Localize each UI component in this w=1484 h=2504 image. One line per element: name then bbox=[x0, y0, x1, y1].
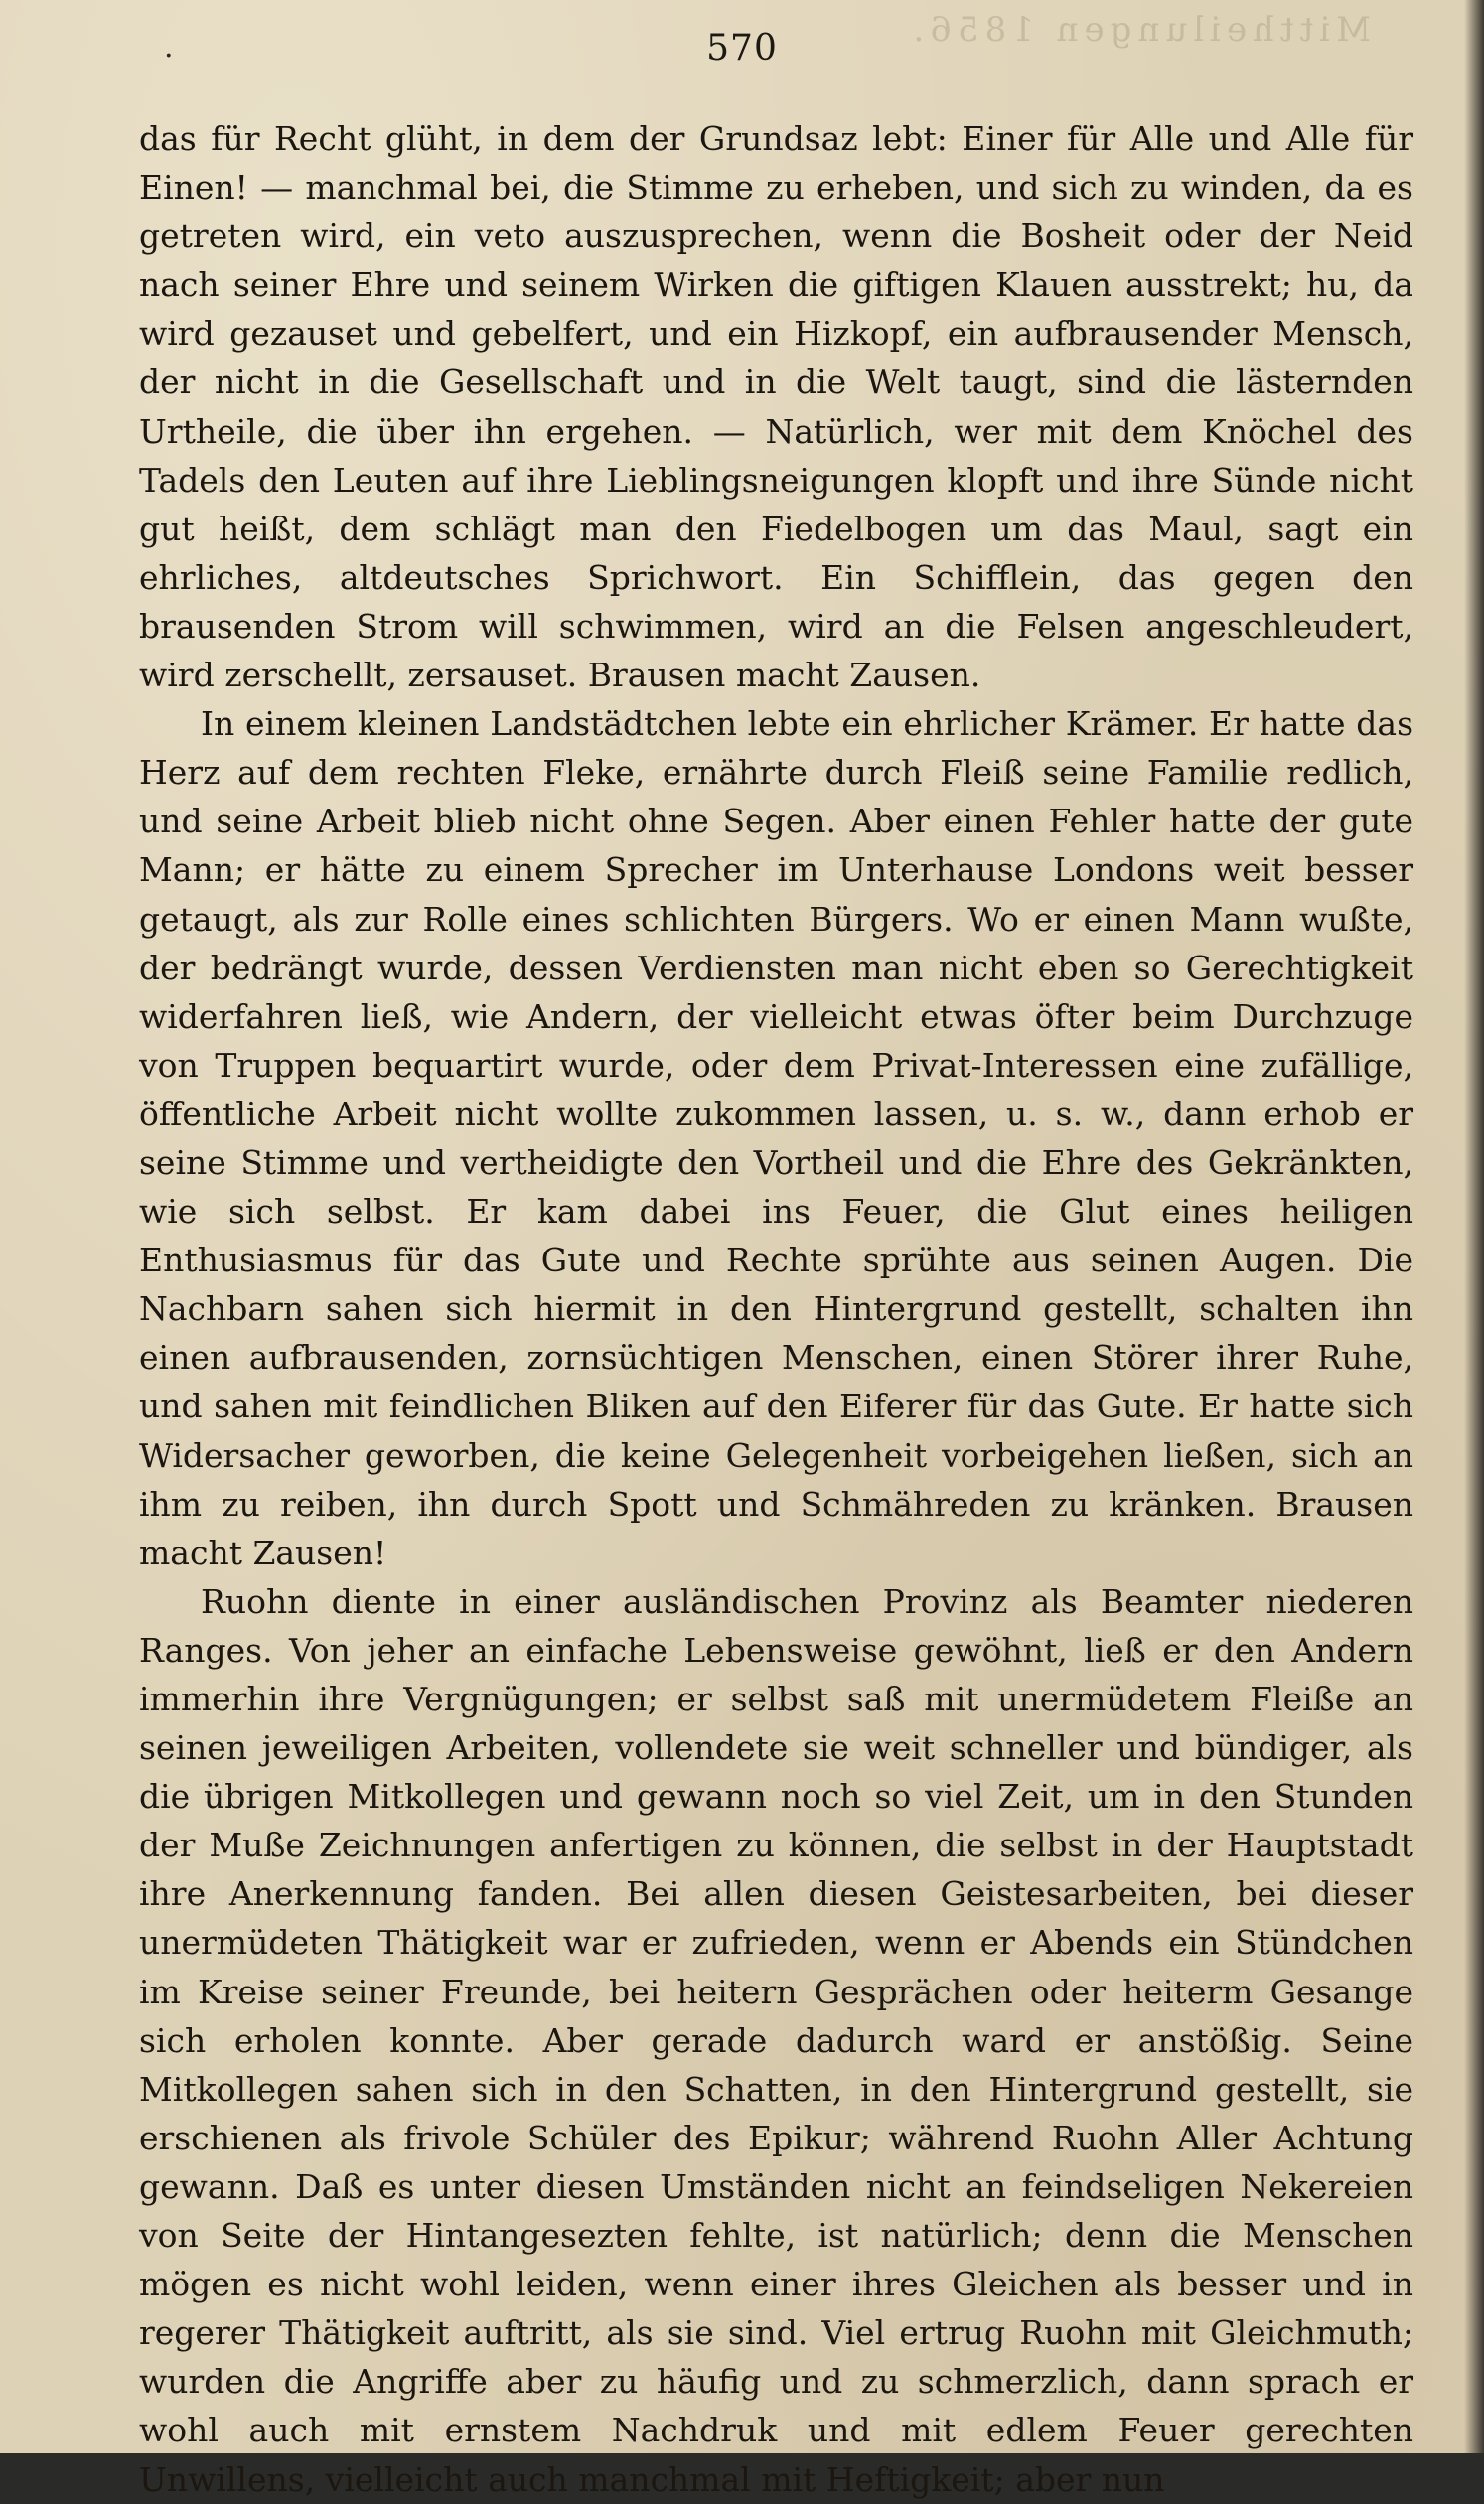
header-mark: . bbox=[164, 30, 174, 65]
bleed-through-header: Mittheilungen 1856. bbox=[907, 10, 1371, 50]
body-text bbox=[139, 114, 1413, 2504]
page-number: 570 bbox=[706, 28, 778, 69]
paragraph-continuation: das für Recht glüht, in dem der Grundsaz lebt: Einer für Alle und Alle für Einen! — manchmal bei, die Stimme zu erheben, und sich zu winden, da es getreten wird, ein veto auszusprechen, wenn die Bosheit oder der Neid nach seiner Ehre und seinem Wirken die giftigen Klauen ausstrekt; hu, da wird gezauset und gebelfert, und ein Hizkopf, ein aufbrausender Mensch, der nicht in die Gesellschaft und in die Welt taugt, sind die lästernden Urtheile, die über ihn ergehen. — Natürlich, wer mit dem Knöchel des Tadels den Leuten auf ihre Lieblingsneigungen klopft und ihre Sünde nicht gut heißt, dem schlägt man den Fiedelbogen um das Maul, sagt ein ehrliches, altdeutsches Sprichwort. Ein Schifflein, das gegen den brausenden Strom will schwimmen, wird an die Felsen angeschleudert, wird zerschellt, zersauset. Brausen macht Zausen. bbox=[139, 119, 1413, 695]
paragraph-kraemer: In einem kleinen Landstädtchen lebte ein ehrlicher Krämer. Er hatte das Herz auf dem rechten Fleke, ernährte durch Fleiß seine Familie redlich, und seine Arbeit blieb nicht ohne Segen. Aber einen Fehler hatte der gute Mann; er hätte zu einem Sprecher im Unterhause Londons weit besser getaugt, als zur Rolle eines schlichten Bürgers. Wo er einen Mann wußte, der bedrängt wurde, dessen Verdiensten man nicht eben so Gerechtigkeit widerfahren ließ, wie Andern, der vielleicht etwas öfter beim Durchzuge von Truppen bequartirt wurde, oder dem Privat-Interessen eine zufällige, öffentliche Arbeit nicht wollte zukommen lassen, u. s. w., dann erhob er seine Stimme und vertheidigte den Vortheil und die Ehre des Gekränkten, wie sich selbst. Er kam dabei ins Feuer, die Glut eines heiligen Enthusiasmus für das Gute und Rechte sprühte aus seinen Augen. Die Nachbarn sahen sich hiermit in den Hintergrund gestellt, schalten ihn einen aufbrausenden, zornsüchtigen Menschen, einen Störer ihrer Ruhe, und sahen mit feindlichen Bliken auf den Eiferer für das Gute. Er hatte sich Widersacher geworben, die keine Gelegenheit vorbeigehen ließen, sich an ihm zu reiben, ihn durch Spott und Schmähreden zu kränken. Brausen macht Zausen! bbox=[139, 704, 1413, 1572]
paragraph-ruohn: Ruohn diente in einer ausländischen Provinz als Beamter niederen Ranges. Von jeher an einfache Lebensweise gewöhnt, ließ er den Andern immerhin ihre Vergnügungen; er selbst saß mit unermüdetem Fleiße an seinen jeweiligen Arbeiten, vollendete sie weit schneller und bündiger, als die übrigen Mitkollegen und gewann noch so viel Zeit, um in den Stunden der Muße Zeichnungen anfertigen zu können, die selbst in der Hauptstadt ihre Anerkennung fanden. Bei allen diesen Geistesarbeiten, bei dieser unermüdeten Thätigkeit war er zufrieden, wenn er Abends ein Stündchen im Kreise seiner Freunde, bei heitern Gesprächen oder heiterm Gesange sich erholen konnte. Aber gerade dadurch ward er anstößig. Seine Mitkollegen sahen sich in den Schatten, in den Hintergrund gestellt, sie erschienen als frivole Schüler des Epikur; während Ruohn Aller Achtung gewann. Daß es unter diesen Umständen nicht an feindseligen Nekereien von Seite der Hintangesezten fehlte, ist natürlich; denn die Menschen mögen es nicht wohl leiden, wenn einer ihres Gleichen als besser und in regerer Thätigkeit auftritt, als sie sind. Viel ertrug Ruohn mit Gleichmuth; wurden die Angriffe aber zu häufig und zu schmerzlich, dann sprach er wohl auch mit ernstem Nachdruk und mit edlem Feuer gerechten Unwillens, vielleicht auch manchmal mit Heftigkeit; aber nun bbox=[139, 1581, 1413, 2499]
page-edge-shadow bbox=[1464, 0, 1484, 2453]
